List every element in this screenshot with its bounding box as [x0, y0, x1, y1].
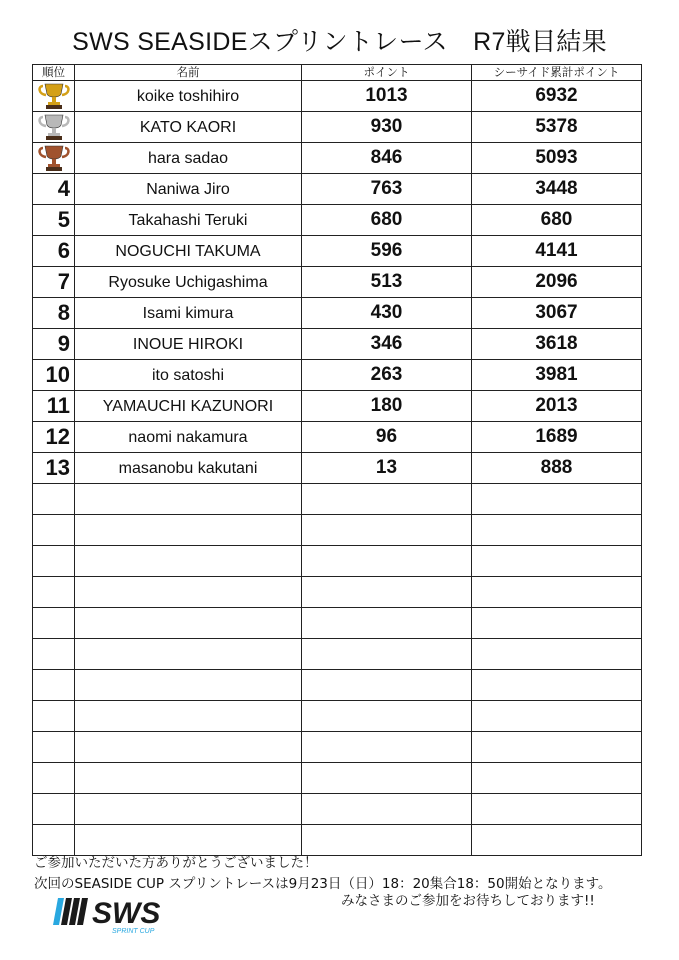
points-cell [302, 794, 472, 825]
name-cell [75, 360, 302, 391]
name-cell [75, 81, 302, 112]
name-cell [75, 794, 302, 825]
name-cell [75, 391, 302, 422]
total-cell [472, 81, 642, 112]
total-cell [472, 825, 642, 856]
racer-name: koike toshihiro [136, 88, 240, 105]
points-cell [302, 732, 472, 763]
name-cell [75, 670, 302, 701]
table-row [33, 143, 642, 174]
total-cell [472, 794, 642, 825]
points-cell [302, 81, 472, 112]
race-points: 930 [370, 116, 403, 137]
total-cell [472, 422, 642, 453]
page-title: SWS SEASIDEスプリントレース R7戦目結果 [72, 28, 607, 56]
bronze-trophy-icon [37, 144, 71, 172]
points-cell [302, 763, 472, 794]
points-cell [302, 546, 472, 577]
cumulative-points: 3448 [535, 178, 578, 199]
name-cell [75, 236, 302, 267]
rank-cell [33, 236, 75, 267]
rank-cell [33, 205, 75, 236]
name-cell [75, 174, 302, 205]
header-name: 名前 [75, 65, 302, 81]
cumulative-points: 680 [540, 209, 573, 230]
name-cell [75, 205, 302, 236]
points-cell [302, 112, 472, 143]
points-cell [302, 422, 472, 453]
racer-name: KATO KAORI [139, 119, 237, 136]
next-race-notice: 次回のSEASIDE CUP スプリントレースは9月23日（日）18：20集合18：50開始となります。 [34, 876, 612, 892]
empty-table-row [33, 608, 642, 639]
rank-cell [33, 112, 75, 143]
total-cell [472, 515, 642, 546]
race-points: 596 [370, 240, 403, 261]
rank-cell [33, 267, 75, 298]
name-cell [75, 484, 302, 515]
rank-cell [33, 577, 75, 608]
points-cell [302, 515, 472, 546]
silver-trophy-icon [37, 113, 71, 141]
table-row [33, 267, 642, 298]
cumulative-points: 4141 [535, 240, 578, 261]
cumulative-points: 3618 [535, 333, 578, 354]
name-cell [75, 732, 302, 763]
racer-name: Takahashi Teruki [128, 212, 248, 229]
logo-text: SWS [92, 897, 161, 930]
racer-name: naomi nakamura [128, 429, 248, 446]
empty-table-row [33, 794, 642, 825]
empty-table-row [33, 763, 642, 794]
table-row [33, 205, 642, 236]
race-points: 96 [375, 426, 398, 447]
cumulative-points: 3067 [535, 302, 578, 323]
total-cell [472, 453, 642, 484]
race-points: 513 [370, 271, 403, 292]
race-points: 846 [370, 147, 403, 168]
closing-message: みなさまのご参加をお待ちしております!! [341, 893, 595, 909]
rank-number: 11 [46, 393, 70, 418]
empty-table-row [33, 484, 642, 515]
rank-cell [33, 422, 75, 453]
racer-name: INOUE HIROKI [132, 336, 244, 353]
table-row [33, 453, 642, 484]
rank-number: 4 [57, 176, 70, 201]
rank-cell [33, 794, 75, 825]
total-cell [472, 763, 642, 794]
header-points: ポイント [302, 65, 472, 81]
rank-number: 5 [57, 207, 70, 232]
race-points: 346 [370, 333, 403, 354]
total-cell [472, 484, 642, 515]
name-cell [75, 763, 302, 794]
points-cell [302, 360, 472, 391]
race-points: 680 [370, 209, 403, 230]
total-cell [472, 639, 642, 670]
name-cell [75, 143, 302, 174]
race-points: 763 [370, 178, 403, 199]
total-cell [472, 205, 642, 236]
race-points: 430 [370, 302, 403, 323]
points-cell [302, 825, 472, 856]
rank-number: 8 [57, 300, 70, 325]
rank-cell [33, 608, 75, 639]
empty-table-row [33, 825, 642, 856]
name-cell [75, 639, 302, 670]
table-header-row [33, 65, 642, 81]
total-cell [472, 732, 642, 763]
cumulative-points: 888 [540, 457, 573, 478]
cumulative-points: 5093 [535, 147, 578, 168]
rank-number: 12 [45, 424, 70, 449]
name-cell [75, 546, 302, 577]
total-cell [472, 546, 642, 577]
thanks-message: ご参加いただいた方ありがとうございました！ [34, 855, 318, 871]
rank-cell [33, 143, 75, 174]
rank-number: 7 [57, 269, 70, 294]
total-cell [472, 360, 642, 391]
points-cell [302, 391, 472, 422]
points-cell [302, 577, 472, 608]
name-cell [75, 515, 302, 546]
rank-cell [33, 763, 75, 794]
empty-table-row [33, 670, 642, 701]
name-cell [75, 267, 302, 298]
racer-name: Isami kimura [142, 305, 234, 322]
points-cell [302, 453, 472, 484]
logo-subtext: SPRINT CUP [112, 928, 155, 935]
table-row [33, 391, 642, 422]
points-cell [302, 701, 472, 732]
points-cell [302, 236, 472, 267]
empty-table-row [33, 701, 642, 732]
rank-cell [33, 174, 75, 205]
empty-table-row [33, 732, 642, 763]
total-cell [472, 701, 642, 732]
name-cell [75, 608, 302, 639]
rank-cell [33, 546, 75, 577]
racer-name: ito satoshi [151, 367, 225, 384]
rank-cell [33, 360, 75, 391]
table-row [33, 81, 642, 112]
total-cell [472, 174, 642, 205]
rank-cell [33, 453, 75, 484]
empty-table-row [33, 515, 642, 546]
rank-cell [33, 639, 75, 670]
gold-trophy-icon [37, 82, 71, 110]
racer-name: masanobu kakutani [118, 460, 258, 477]
empty-table-row [33, 577, 642, 608]
cumulative-points: 5378 [535, 116, 578, 137]
table-row [33, 329, 642, 360]
table-row [33, 360, 642, 391]
rank-cell [33, 670, 75, 701]
race-points: 1013 [365, 85, 408, 106]
total-cell [472, 112, 642, 143]
points-cell [302, 484, 472, 515]
name-cell [75, 422, 302, 453]
rank-number: 10 [45, 362, 70, 387]
header-total-points: シーサイド累計ポイント [472, 65, 642, 81]
sws-logo [52, 895, 242, 935]
rank-cell [33, 515, 75, 546]
racer-name: NOGUCHI TAKUMA [115, 243, 261, 260]
name-cell [75, 329, 302, 360]
total-cell [472, 143, 642, 174]
rank-cell [33, 298, 75, 329]
rank-cell [33, 732, 75, 763]
points-cell [302, 143, 472, 174]
rank-cell [33, 484, 75, 515]
rank-cell [33, 825, 75, 856]
points-cell [302, 174, 472, 205]
total-cell [472, 329, 642, 360]
rank-number: 6 [57, 238, 70, 263]
rank-number: 9 [57, 331, 70, 356]
points-cell [302, 329, 472, 360]
cumulative-points: 1689 [535, 426, 578, 447]
total-cell [472, 670, 642, 701]
cumulative-points: 2013 [535, 395, 578, 416]
empty-table-row [33, 546, 642, 577]
race-points: 180 [370, 395, 403, 416]
points-cell [302, 639, 472, 670]
table-row [33, 174, 642, 205]
table-row [33, 298, 642, 329]
race-points: 13 [375, 457, 398, 478]
cumulative-points: 2096 [535, 271, 578, 292]
table-row [33, 236, 642, 267]
points-cell [302, 267, 472, 298]
table-row [33, 112, 642, 143]
total-cell [472, 577, 642, 608]
racer-name: YAMAUCHI KAZUNORI [102, 398, 274, 415]
points-cell [302, 205, 472, 236]
racer-name: Ryosuke Uchigashima [108, 274, 268, 291]
empty-table-row [33, 639, 642, 670]
table-row [33, 422, 642, 453]
name-cell [75, 577, 302, 608]
total-cell [472, 608, 642, 639]
total-cell [472, 267, 642, 298]
total-cell [472, 298, 642, 329]
rank-cell [33, 329, 75, 360]
results-table [32, 64, 642, 856]
cumulative-points: 6932 [535, 85, 578, 106]
rank-cell [33, 81, 75, 112]
racer-name: hara sadao [147, 150, 229, 167]
points-cell [302, 298, 472, 329]
total-cell [472, 391, 642, 422]
rank-cell [33, 391, 75, 422]
name-cell [75, 112, 302, 143]
race-points: 263 [370, 364, 403, 385]
header-rank: 順位 [33, 65, 75, 81]
name-cell [75, 453, 302, 484]
cumulative-points: 3981 [535, 364, 578, 385]
name-cell [75, 825, 302, 856]
points-cell [302, 670, 472, 701]
racer-name: Naniwa Jiro [146, 181, 230, 198]
rank-cell [33, 701, 75, 732]
name-cell [75, 701, 302, 732]
rank-number: 13 [45, 455, 70, 480]
name-cell [75, 298, 302, 329]
points-cell [302, 608, 472, 639]
total-cell [472, 236, 642, 267]
